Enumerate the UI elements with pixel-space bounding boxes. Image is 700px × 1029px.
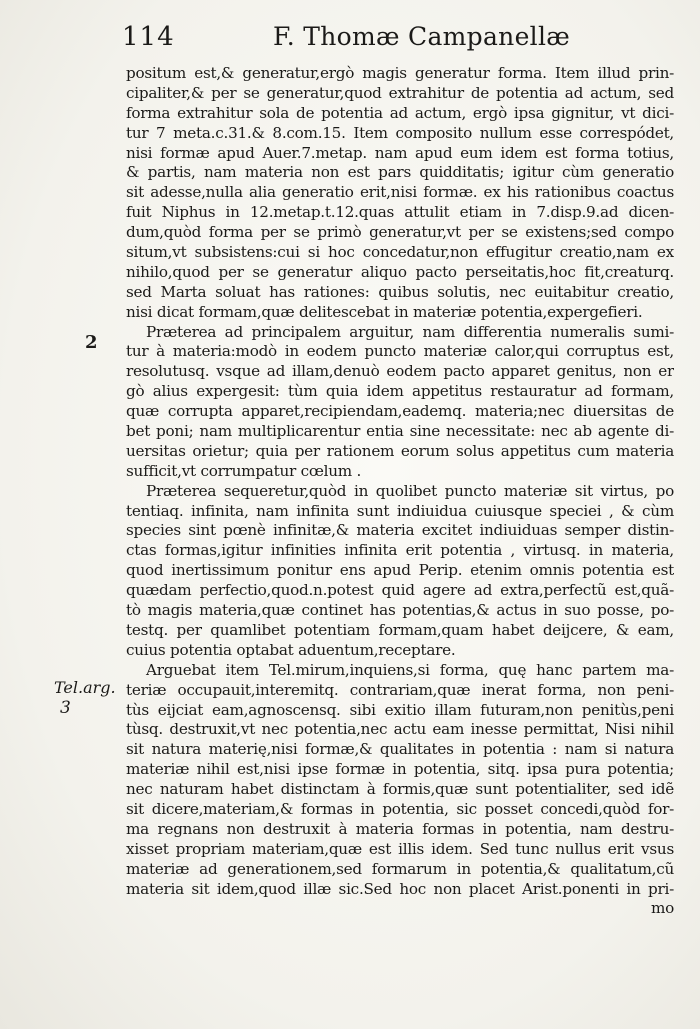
text-line: ma regnans non destruxit à materia formas in potentia, nam destru- [126,819,674,838]
running-title: F. Thomæ Campanellæ [273,22,571,51]
margin-tel-arg-number: 3 [60,698,71,718]
text-line: tentiaq. infinita, nam infinita sunt indiuidua cuiusque speciei , & cùm [126,501,674,520]
text-line: forma extrahitur sola de potentia ad actum, ergò ipsa gignitur, vt dici- [126,103,674,122]
text-line: testq. per quamlibet potentiam formam,quam habet deijcere, & eam, [126,620,674,639]
text-line: ctas formas,igitur infinities infinita erit potentia , virtusq. in materia, [126,541,674,560]
text-line: sufficit,vt corrumpatur cœlum . [126,461,362,480]
text-line: tur 7 meta.c.31.& 8.com.15. Item composito nullum esse correspódet, [126,123,674,142]
text-line: sit dicere,materiam,& formas in potentia, sic posset concedi,quòd for- [126,799,674,818]
text-line: teriæ occupauit,interemitq. contrariam,quæ inerat forma, non peni- [126,680,674,699]
margin-tel-arg-label: Tel.arg. [54,678,116,697]
text-line: positum est,& generatur,ergò magis generatur forma. Item illud prin- [126,64,674,82]
paragraph-start-line: Arguebat item Tel.mirum,inquiens,si forma, quę hanc partem ma- [146,660,674,679]
text-line: tùsq. destruxit,vt nec potentia,nec actu eam inesse permittat, Nisi nihil [126,720,674,739]
paragraph-start-line: Præterea sequeretur,quòd in quolibet puncto materiæ sit virtus, po [146,481,674,500]
text-line: tò magis materia,quæ continet has potentias,& actus in suo posse, po- [126,601,674,620]
text-line: materiæ nihil est,nisi ipse formæ in potentia, sitq. ipsa pura potentia; [126,760,674,779]
text-line: nihilo,quod per se generatur aliquo pacto perseitatis,hoc fit,creaturq. [126,262,674,281]
text-line: materia sit idem,quod illæ sic.Sed hoc non placet Arist.ponenti in pri- [126,879,674,898]
text-line: resolutusq. vsque ad illam,denuò eodem pacto apparet genitus, non er [126,362,674,381]
text-line: fuit Niphus in 12.metap.t.12.quas attulit etiam in 7.disp.9.ad dicen- [126,203,674,222]
page-header [0,22,700,58]
text-line: sit adesse,nulla alia generatio erit,nisi formæ. ex his rationibus coactus [126,183,674,202]
margin-paragraph-number: 2 [85,332,98,353]
text-line: quædam perfectio,quod.n.potest quid agere ad extra,perfectũ est,quã- [126,581,674,600]
text-line: xisset propriam materiam,quæ est illis idem. Sed tunc nullus erit vsus [126,839,674,858]
text-line: nisi formæ apud Auer.7.metap. nam apud eum idem est forma totius, [126,143,674,162]
body-text [126,64,674,919]
catchword: mo [650,899,674,918]
text-line: sed Marta soluat has rationes: quibus solutis, nec euitabitur creatio, [126,282,674,301]
text-line: nisi dicat formam,quæ delitescebat in materiæ potentia,expergefieri. [126,302,643,321]
text-line: nec naturam habet distinctam à formis,quæ sunt potentialiter, sed idẽ [126,780,674,799]
text-line: species sint pœnè infinitæ,& materia excitet indiuiduas semper distin- [126,521,674,540]
paragraph-start-line: Præterea ad principalem arguitur, nam differentia numeralis sumi- [146,322,674,341]
text-line: quod inertissimum ponitur ens apud Perip. etenim omnis potentia est [126,561,674,580]
text-line: uersitas orietur; quia per rationem eorum solus appetitus cum materia [126,441,674,460]
text-line: sit natura materię,nisi formæ,& qualitates in potentia : nam si natura [126,740,674,759]
page-number: 114 [122,22,175,52]
text-line: tur à materia:modò in eodem puncto materiæ calor,qui corruptus est, [126,342,674,361]
text-line: dum,quòd forma per se primò generatur,vt per se existens;sed compo [126,223,674,242]
text-line: tùs eijciat eam,agnoscensq. sibi exitio illam futuram,non penitùs,peni [126,700,674,719]
text-line: materiæ ad generationem,sed formarum in potentia,& qualitatum,cũ [126,859,674,878]
text-line: gò alius expergesit: tùm quia idem appetitus restauratur ad formam, [126,382,674,401]
text-line: & partis, nam materia non est pars quidditatis; igitur cùm generatio [126,163,674,182]
text-line: bet poni; nam multiplicarentur entia sine necessitate: nec ab agente di- [126,422,674,441]
text-line: quæ corrupta apparet,recipiendam,eademq. materia;nec diuersitas de [126,402,674,421]
text-line: situm,vt subsistens:cui si hoc concedatur,non effugitur creatio,nam ex [126,243,674,262]
text-line: cuius potentia optabat aduentum,receptare. [126,640,456,659]
text-line: cipaliter,& per se generatur,quod extrahitur de potentia ad actum, sed [126,83,674,102]
